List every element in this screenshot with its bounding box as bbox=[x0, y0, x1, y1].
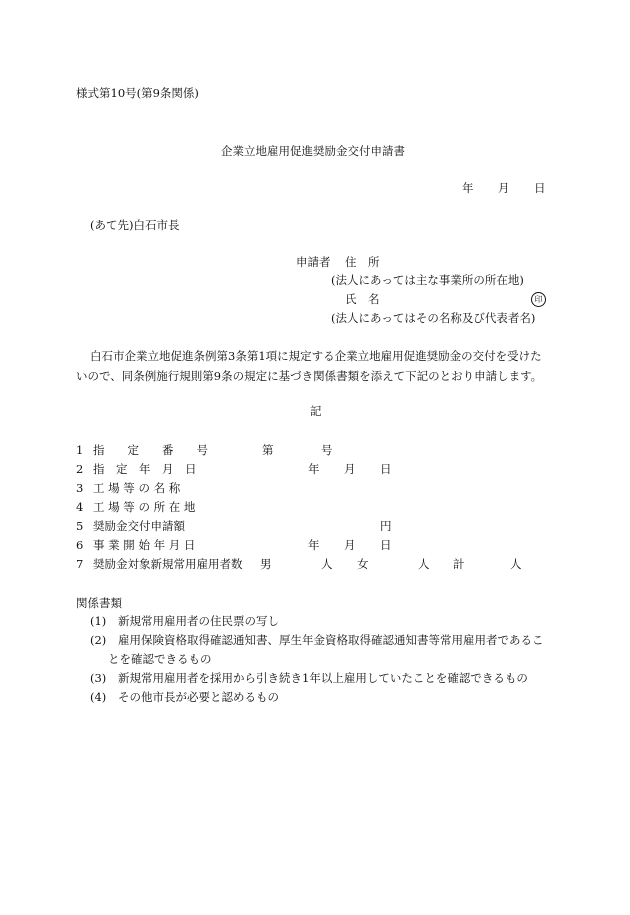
item-field: 女 bbox=[357, 557, 369, 571]
item-label: 指 定 年 月 日 bbox=[93, 462, 197, 476]
seal-mark: 印 bbox=[531, 292, 546, 307]
doc-text: 新規常用雇用者を採用から引き続き1年以上雇用していたことを確認できるもの bbox=[118, 671, 528, 685]
item-label: 奨励金交付申請額 bbox=[93, 519, 185, 533]
item-row bbox=[76, 442, 556, 458]
item-label: 工 場 等 の 所 在 地 bbox=[93, 500, 196, 514]
item-label: 事 業 開 始 年 月 日 bbox=[93, 538, 196, 552]
doc-text-continuation: とを確認できるもの bbox=[108, 652, 212, 666]
doc-item bbox=[76, 613, 556, 629]
doc-number: (1) bbox=[90, 614, 107, 628]
item-field: 月 bbox=[344, 538, 356, 552]
item-field: 日 bbox=[380, 462, 392, 476]
application-body bbox=[76, 346, 562, 386]
item-row bbox=[76, 518, 556, 534]
item-field: 号 bbox=[321, 443, 333, 457]
body-line-2: いので、同条例施行規則第9条の規定に基づき関係書類を添えて下記のとおり申請します。 bbox=[76, 369, 543, 383]
doc-item-continuation bbox=[76, 651, 556, 667]
doc-number: (3) bbox=[90, 671, 107, 685]
doc-text: その他市長が必要と認めるもの bbox=[118, 690, 279, 704]
item-number: 4 bbox=[76, 500, 84, 514]
name-label: 氏 名 bbox=[345, 292, 380, 306]
date-year-label: 年 bbox=[462, 181, 474, 195]
item-field: 年 bbox=[308, 462, 320, 476]
item-number: 5 bbox=[76, 519, 84, 533]
doc-item bbox=[76, 632, 556, 648]
item-row bbox=[76, 556, 556, 572]
name-note: (法人にあってはその名称及び代表者名) bbox=[331, 311, 536, 325]
body-line-1: 白石市企業立地促進条例第3条第1項に規定する企業立地雇用促進奨励金の交付を受けた bbox=[90, 349, 542, 363]
item-label: 工 場 等 の 名 称 bbox=[93, 481, 181, 495]
item-row bbox=[76, 461, 556, 477]
doc-number: (2) bbox=[90, 633, 107, 647]
item-row bbox=[76, 480, 556, 496]
doc-text: 雇用保険資格取得確認通知書、厚生年金資格取得確認通知書等常用雇用者であるこ bbox=[118, 633, 544, 647]
applicant-label: 申請者 bbox=[296, 255, 331, 269]
ki-heading: 記 bbox=[310, 404, 322, 418]
item-field: 日 bbox=[380, 538, 392, 552]
date-month-label: 月 bbox=[498, 181, 510, 195]
item-field: 人 bbox=[510, 557, 522, 571]
address-note: (法人にあっては主な事業所の所在地) bbox=[331, 273, 524, 287]
item-number: 3 bbox=[76, 481, 84, 495]
address-label: 住 所 bbox=[345, 255, 380, 269]
addressee: (あて先)白石市長 bbox=[90, 218, 180, 232]
item-field: 年 bbox=[308, 538, 320, 552]
item-number: 1 bbox=[76, 443, 84, 457]
document-title: 企業立地雇用促進奨励金交付申請書 bbox=[221, 144, 405, 158]
item-number: 2 bbox=[76, 462, 84, 476]
item-field: 男 bbox=[260, 557, 272, 571]
item-number: 6 bbox=[76, 538, 84, 552]
date-day-label: 日 bbox=[534, 181, 546, 195]
item-label: 指 定 番 号 bbox=[93, 443, 208, 457]
item-field: 人 bbox=[418, 557, 430, 571]
doc-text: 新規常用雇用者の住民票の写し bbox=[118, 614, 279, 628]
item-field: 月 bbox=[344, 462, 356, 476]
item-row bbox=[76, 499, 556, 515]
doc-item bbox=[76, 670, 556, 686]
doc-number: (4) bbox=[90, 690, 107, 704]
item-row bbox=[76, 537, 556, 553]
form-number: 様式第10号(第9条関係) bbox=[76, 86, 199, 100]
item-field: 計 bbox=[453, 557, 465, 571]
doc-item bbox=[76, 689, 556, 705]
item-field: 人 bbox=[321, 557, 333, 571]
item-number: 7 bbox=[76, 557, 84, 571]
item-field: 第 bbox=[262, 443, 274, 457]
docs-heading: 関係書類 bbox=[76, 596, 122, 610]
item-label: 奨励金対象新規常用雇用者数 bbox=[93, 557, 243, 571]
item-field: 円 bbox=[380, 519, 392, 533]
